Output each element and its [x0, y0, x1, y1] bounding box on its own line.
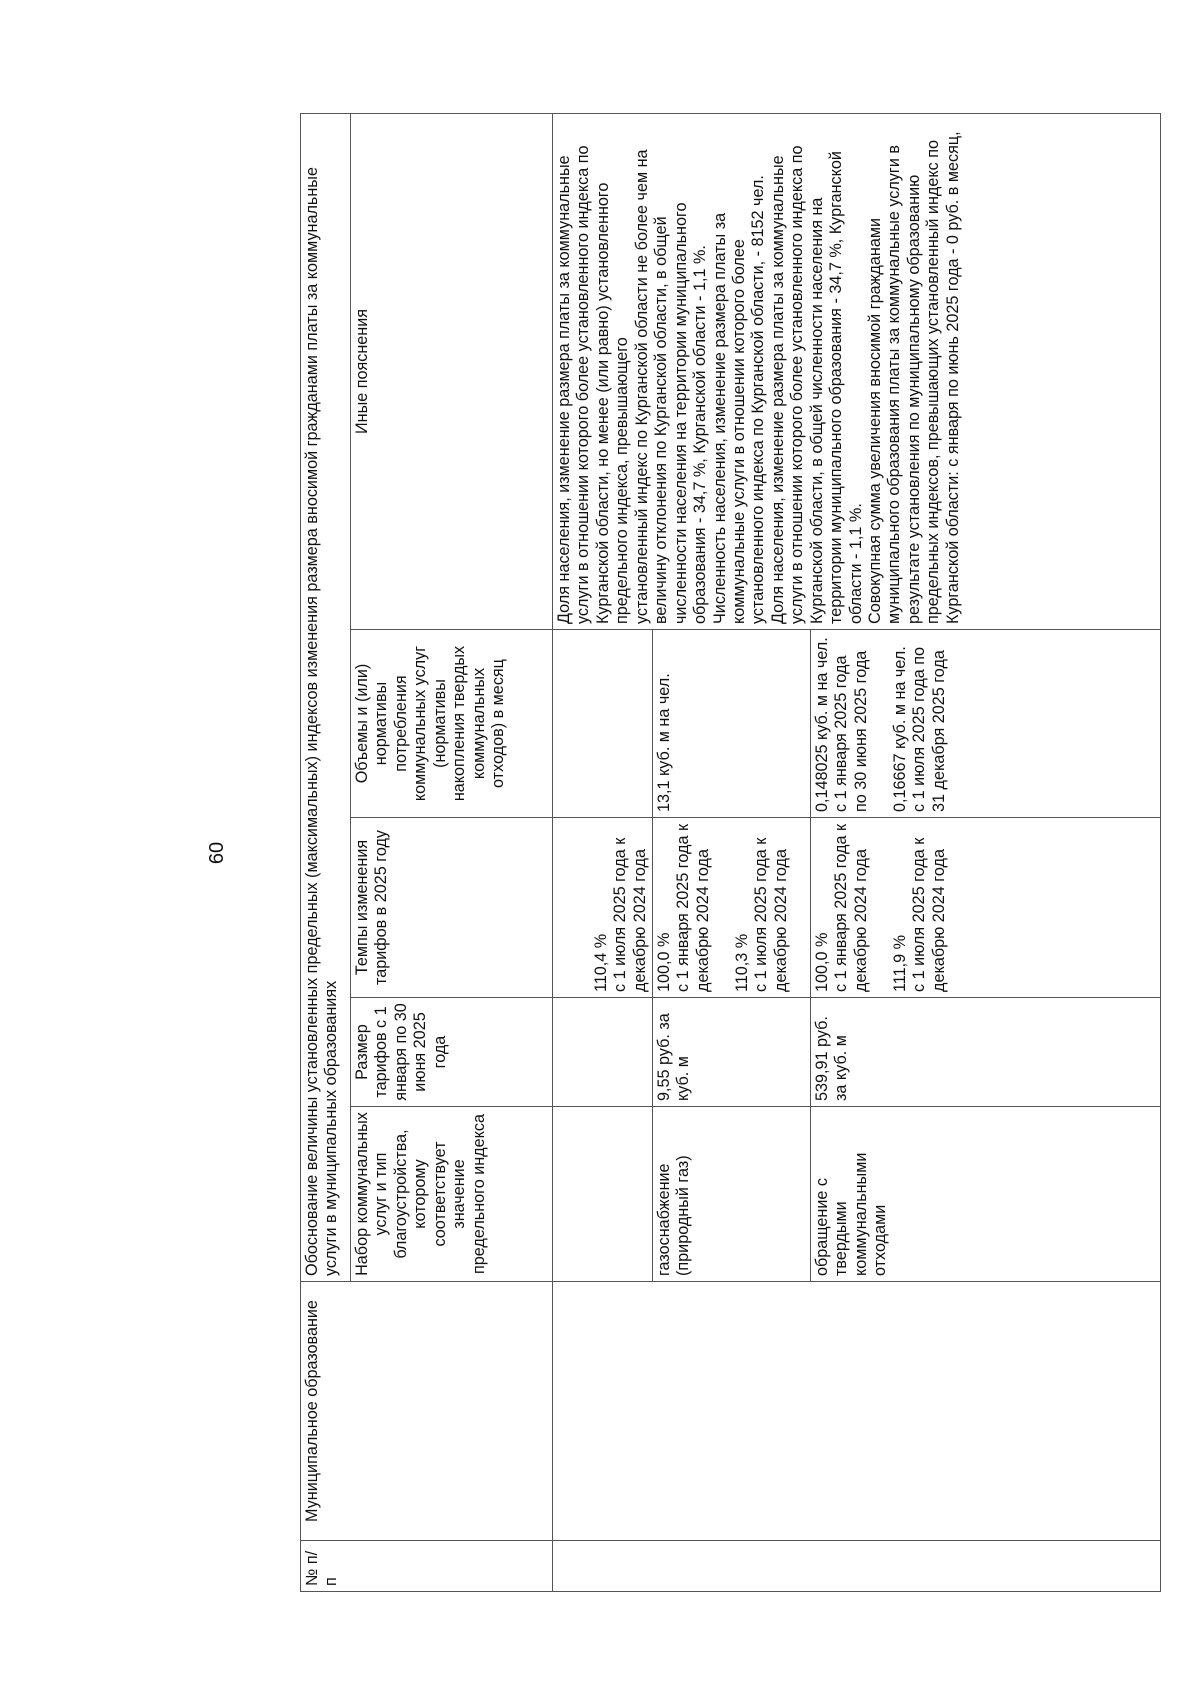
cell-service	[553, 1107, 653, 1282]
rate-period: с 1 июля 2025 года к декабрю 2024 года	[752, 837, 790, 992]
rate-value: 110,4 %	[591, 933, 610, 992]
rotated-page	[200, 114, 1160, 1592]
cell-tariff: 9,55 руб. за куб. м	[653, 998, 811, 1107]
rate-value: 100,0 %	[655, 932, 673, 992]
volume-entry: 0,148025 куб. м на чел. с 1 января 2025 года по 30 июня 2025 года	[813, 637, 870, 812]
cell-number	[553, 1541, 1161, 1592]
cell-rates	[553, 818, 653, 998]
cell-service: газоснабжение (природный газ)	[653, 1107, 811, 1282]
col-header-volumes: Объемы и (или) нормативы потребления коммунальных услуг (нормативы накопления твердых коммунальных отходов) в месяц	[351, 630, 553, 818]
note-paragraph: Доля населения, изменение размера платы за коммунальные услуги в отношении которого более установленного индекса по Курганской области, но менее (или равно) установленного предельного индекса, превышающего	[555, 145, 632, 624]
cell-notes	[553, 113, 1161, 629]
cell-volume	[553, 630, 653, 818]
note-paragraph: Численность населения, изменение размера платы за коммунальные услуги в отношении которого более установленного индекса по Курганской области, - 8152 чел.	[710, 175, 768, 624]
note-paragraph: Доля населения, изменение размера платы за коммунальные услуги в отношении которого более установленного индекса по Курганской области, в общей численности населения на территории муниципального образования - 34,7 %, Курганской области - 1,1 %.	[768, 145, 865, 624]
rate-value: 100,0 %	[813, 932, 831, 992]
cell-rates	[811, 818, 1161, 998]
cell-tariff: 539,91 руб. за куб. м	[811, 998, 1161, 1107]
volume-entry: 0,16667 куб. м на чел. с 1 июля 2025 года по 31 декабря 2025 года	[890, 646, 948, 812]
col-header-number: № п/п	[301, 1541, 553, 1592]
page-number: 60	[206, 841, 228, 865]
cell-municipality	[553, 1282, 1161, 1541]
rate-period: с 1 июля 2025 года к декабрю 2024 года	[910, 837, 948, 992]
rate-value: 110,3 %	[732, 933, 751, 992]
header-row-1	[301, 113, 351, 1591]
cell-service: обращение с твердыми коммунальными отходами	[811, 1107, 1161, 1282]
col-header-justification: Обоснование величины установленных предельных (максимальных) индексов изменения размера вносимой гражданами платы за коммунальные услуги в муниципальных образованиях	[301, 113, 351, 1281]
cell-volume: 13,1 куб. м на чел.	[653, 630, 811, 818]
col-header-notes: Иные пояснения	[351, 113, 553, 629]
rate-period: с 1 января 2025 года к декабрю 2024 года	[832, 823, 870, 992]
col-header-rates: Темпы изменения тарифов в 2025 году	[351, 818, 553, 998]
rate-value: 111,9 %	[890, 935, 909, 992]
col-header-tariff: Размер тарифов с 1 января по 30 июня 2025 года	[351, 998, 553, 1107]
col-header-municipality: Муниципальное образование	[301, 1282, 553, 1541]
rate-period: с 1 июля 2025 года к декабрю 2024 года	[611, 837, 649, 992]
col-header-services: Набор коммунальных услуг и тип благоустройства, которому соответствует значение предельного индекса	[351, 1107, 553, 1282]
table-row	[553, 113, 653, 1591]
cell-rates	[653, 818, 811, 998]
note-paragraph: Совокупная сумма увеличения вносимой гражданами муниципального образования платы за коммунальные услуги в результате установления по муниципальному образованию предельных индексов, превышающих установленный индекс по Курганской области: с января по июнь 2025 года - 0 руб. в месяц,	[866, 131, 962, 624]
cell-tariff	[553, 998, 653, 1107]
rate-period: с 1 января 2025 года к декабрю 2024 года	[674, 823, 712, 992]
cell-volume	[811, 630, 1161, 818]
note-paragraph: установленный индекс по Курганской области не более чем на величину отклонения по Курганской области, в общей численности населения на территории муниципального образования - 34,7 %, Курганской области - 1,1 %.	[632, 149, 710, 624]
tariff-justification-table	[300, 113, 1161, 1592]
